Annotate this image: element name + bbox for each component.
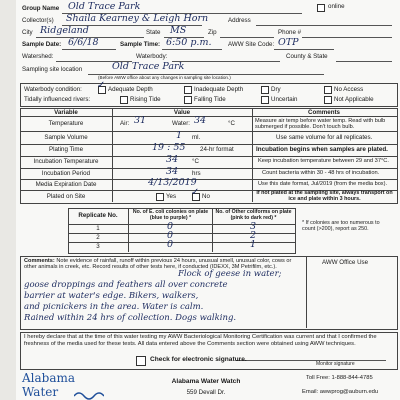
variable-plated-on-site: Plated on Site: [46, 193, 86, 200]
water-temp-field[interactable]: 34: [194, 115, 207, 126]
media-expiration-field[interactable]: 4/13/2019: [148, 177, 197, 188]
variable-incubation-temperature: Incubation Temperature: [33, 158, 99, 165]
comment-sample-volume: Use same volume for all replicates.: [276, 134, 373, 141]
location-note: (Before AWW office about any changes in sampling site location.): [98, 75, 231, 80]
inadequate-depth-label: Inadequate Depth: [194, 86, 244, 93]
no-access-checkbox[interactable]: [324, 86, 332, 94]
comments-label: Comments:: [24, 258, 55, 264]
sample-volume-unit: ml.: [192, 134, 201, 141]
site-code-label: AWW Site Code:: [228, 41, 275, 48]
falling-tide-checkbox[interactable]: [184, 96, 192, 104]
comments-instructions-text: Note evidence of rainfall, runoff within previous 24 hours, unusual smell, unusual color, cows or other animals in creek, etc. Record results of other tests here, if conducted (IDEXX, 3M Petrifilm, etc.).: [24, 258, 292, 271]
group-name-label: Group Name: [22, 5, 60, 12]
state-label: State: [146, 29, 161, 36]
waterbody-condition-label: Waterbody condition:: [24, 86, 82, 93]
replicate-3-ecoli[interactable]: 0: [166, 239, 174, 250]
replicate-1-other[interactable]: 3: [249, 221, 257, 232]
waterbody-label: Waterbody:: [136, 53, 168, 60]
certification-text: I hereby declare that at the time of this water testing my AWW Bacteriological Monitoring Certification was current and that I confirmed the freshness of the media used for these tests. All data entered above the Comments section were obtained using AWW techniques.: [24, 334, 377, 347]
header-variable: Variable: [54, 109, 78, 116]
sample-time-field[interactable]: 6:50 p.m.: [166, 37, 212, 48]
monitor-signature-label: Monitor signature: [316, 361, 355, 367]
uncertain-label: Uncertain: [271, 96, 298, 103]
other-coliforms-header: No. of Other coliforms on plate (pink to dark red) *: [215, 209, 292, 221]
adequate-depth-label: Adequate Depth: [108, 86, 153, 93]
comment-line-4[interactable]: and picnickers in the area. Water is calm.: [24, 302, 204, 312]
plating-time-unit: 24-hr format: [200, 146, 234, 153]
comment-plated-on-site: If not plated at the sampling site, always transport on ice and plate within 3 hours.: [256, 190, 393, 202]
comment-line-2[interactable]: goose droppings and feathers all over concrete: [24, 280, 228, 290]
plated-no-check-icon: ✓: [191, 187, 200, 198]
dry-label: Dry: [271, 86, 281, 93]
replicate-1-no: 1: [96, 225, 100, 232]
replicate-3-other[interactable]: 1: [249, 239, 257, 250]
tidal-label: Tidally influenced rivers:: [24, 96, 91, 103]
watershed-label: Watershed:: [22, 53, 54, 60]
electronic-signature-label: Check for electronic signature.: [150, 356, 247, 363]
incubation-period-field[interactable]: 34: [166, 166, 179, 177]
comment-line-3[interactable]: barrier at water's edge. Bikers, walkers,: [24, 291, 199, 301]
online-label: online: [328, 3, 345, 10]
electronic-signature-checkbox[interactable]: [136, 356, 146, 366]
falling-tide-label: Falling Tide: [194, 96, 226, 103]
ecoli-header: No. of E. coli colonies on plate (blue to purple) *: [132, 209, 209, 221]
inadequate-depth-checkbox[interactable]: [184, 86, 192, 94]
incubation-temp-field[interactable]: 34: [166, 154, 179, 165]
variable-plating-time: Plating Time: [48, 146, 84, 153]
adequate-depth-check-icon: ✓: [97, 80, 106, 91]
comment-line-1[interactable]: Flock of geese in water;: [178, 269, 282, 279]
footer-org-name: Alabama Water Watch: [171, 378, 241, 385]
aww-logo: [22, 372, 122, 400]
county-state-label: County & State: [286, 53, 328, 60]
plated-no-label: No: [202, 193, 210, 200]
variable-temperature: Temperature: [48, 120, 84, 127]
not-applicable-checkbox[interactable]: [324, 96, 332, 104]
replicate-2-no: 2: [96, 234, 100, 241]
comment-temperature: Measure air temp before water temp. Read with bulb submerged if possible. Don't touch bulb.: [255, 118, 386, 131]
state-field[interactable]: MS: [170, 25, 187, 36]
air-temp-field[interactable]: 31: [134, 115, 147, 126]
replicate-footnote: * If colonies are too numerous to count (>200), report as 250.: [302, 220, 380, 233]
comment-media-expiration: Use this date format, Jul/2019 (from the media box).: [258, 181, 388, 187]
sample-volume-field[interactable]: 1: [176, 130, 183, 141]
header-comments: Comments: [308, 109, 340, 116]
footer-address: 559 Devall Dr.: [186, 389, 226, 396]
comment-line-5[interactable]: Rained within 24 hrs of collection. Dogs walking.: [24, 313, 237, 323]
logo-line-1: Alabama: [22, 371, 76, 385]
water-label: Water:: [172, 120, 190, 127]
group-name-field[interactable]: Old Trace Park: [68, 1, 141, 12]
replicate-1-ecoli[interactable]: 0: [166, 221, 174, 232]
office-use-label: AWW Office Use: [322, 259, 369, 266]
sample-date-field[interactable]: 6/6/18: [68, 37, 99, 48]
sample-time-label: Sample Time:: [120, 41, 161, 48]
footer-toll-free: Toll Free: 1-888-844-4785: [306, 375, 373, 381]
phone-label: Phone #: [278, 29, 302, 36]
zip-label: Zip: [208, 29, 217, 36]
plated-yes-label: Yes: [166, 193, 177, 200]
location-label: Sampling site location: [22, 66, 83, 73]
wave-icon: [74, 388, 104, 400]
location-field[interactable]: Old Trace Park: [112, 61, 185, 72]
uncertain-checkbox[interactable]: [261, 96, 269, 104]
variable-media-expiration: Media Expiration Date: [35, 181, 97, 188]
site-code-field[interactable]: OTP: [278, 37, 299, 48]
incubation-temp-unit: °C: [192, 158, 199, 165]
header-value: Value: [173, 109, 191, 116]
address-label: Address: [228, 17, 251, 24]
incubation-period-unit: hrs: [192, 170, 201, 177]
footer-email[interactable]: Email: awwprog@auburn.edu: [302, 389, 379, 395]
comment-incubation-period: Count bacteria within 30 - 48 hrs of incubation.: [262, 170, 380, 176]
sample-date-label: Sample Date:: [22, 41, 62, 48]
online-checkbox[interactable]: [317, 4, 325, 12]
plating-time-field[interactable]: 19 : 55: [152, 142, 186, 153]
replicate-no-header: Replicate No.: [78, 212, 118, 219]
not-applicable-label: Not Applicable: [334, 96, 374, 103]
logo-line-2: Water: [22, 385, 59, 399]
rising-tide-checkbox[interactable]: [120, 96, 128, 104]
no-access-label: No Access: [334, 86, 364, 93]
comment-plating-time: Incubation begins when samples are plated.: [256, 146, 388, 153]
collectors-field[interactable]: Shaila Kearney & Leigh Horn: [66, 13, 209, 24]
collectors-label: Collector(s): [22, 17, 54, 24]
data-sheet: [16, 0, 400, 400]
dry-checkbox[interactable]: [261, 86, 269, 94]
plated-yes-checkbox[interactable]: [156, 193, 164, 201]
city-label: City: [22, 29, 33, 36]
replicate-2-ecoli[interactable]: 0: [166, 230, 174, 241]
replicate-3-no: 3: [96, 243, 100, 250]
replicate-2-other[interactable]: 2: [249, 230, 257, 241]
temp-unit: °C: [228, 120, 235, 127]
variable-sample-volume: Sample Volume: [44, 134, 88, 141]
rising-tide-label: Rising Tide: [130, 96, 161, 103]
air-label: Air:: [120, 120, 130, 127]
variable-incubation-period: Incubation Period: [41, 170, 91, 177]
city-field[interactable]: Ridgeland: [40, 25, 89, 36]
comment-incubation-temperature: Keep incubation temperature between 29 and 37°C.: [258, 158, 389, 164]
